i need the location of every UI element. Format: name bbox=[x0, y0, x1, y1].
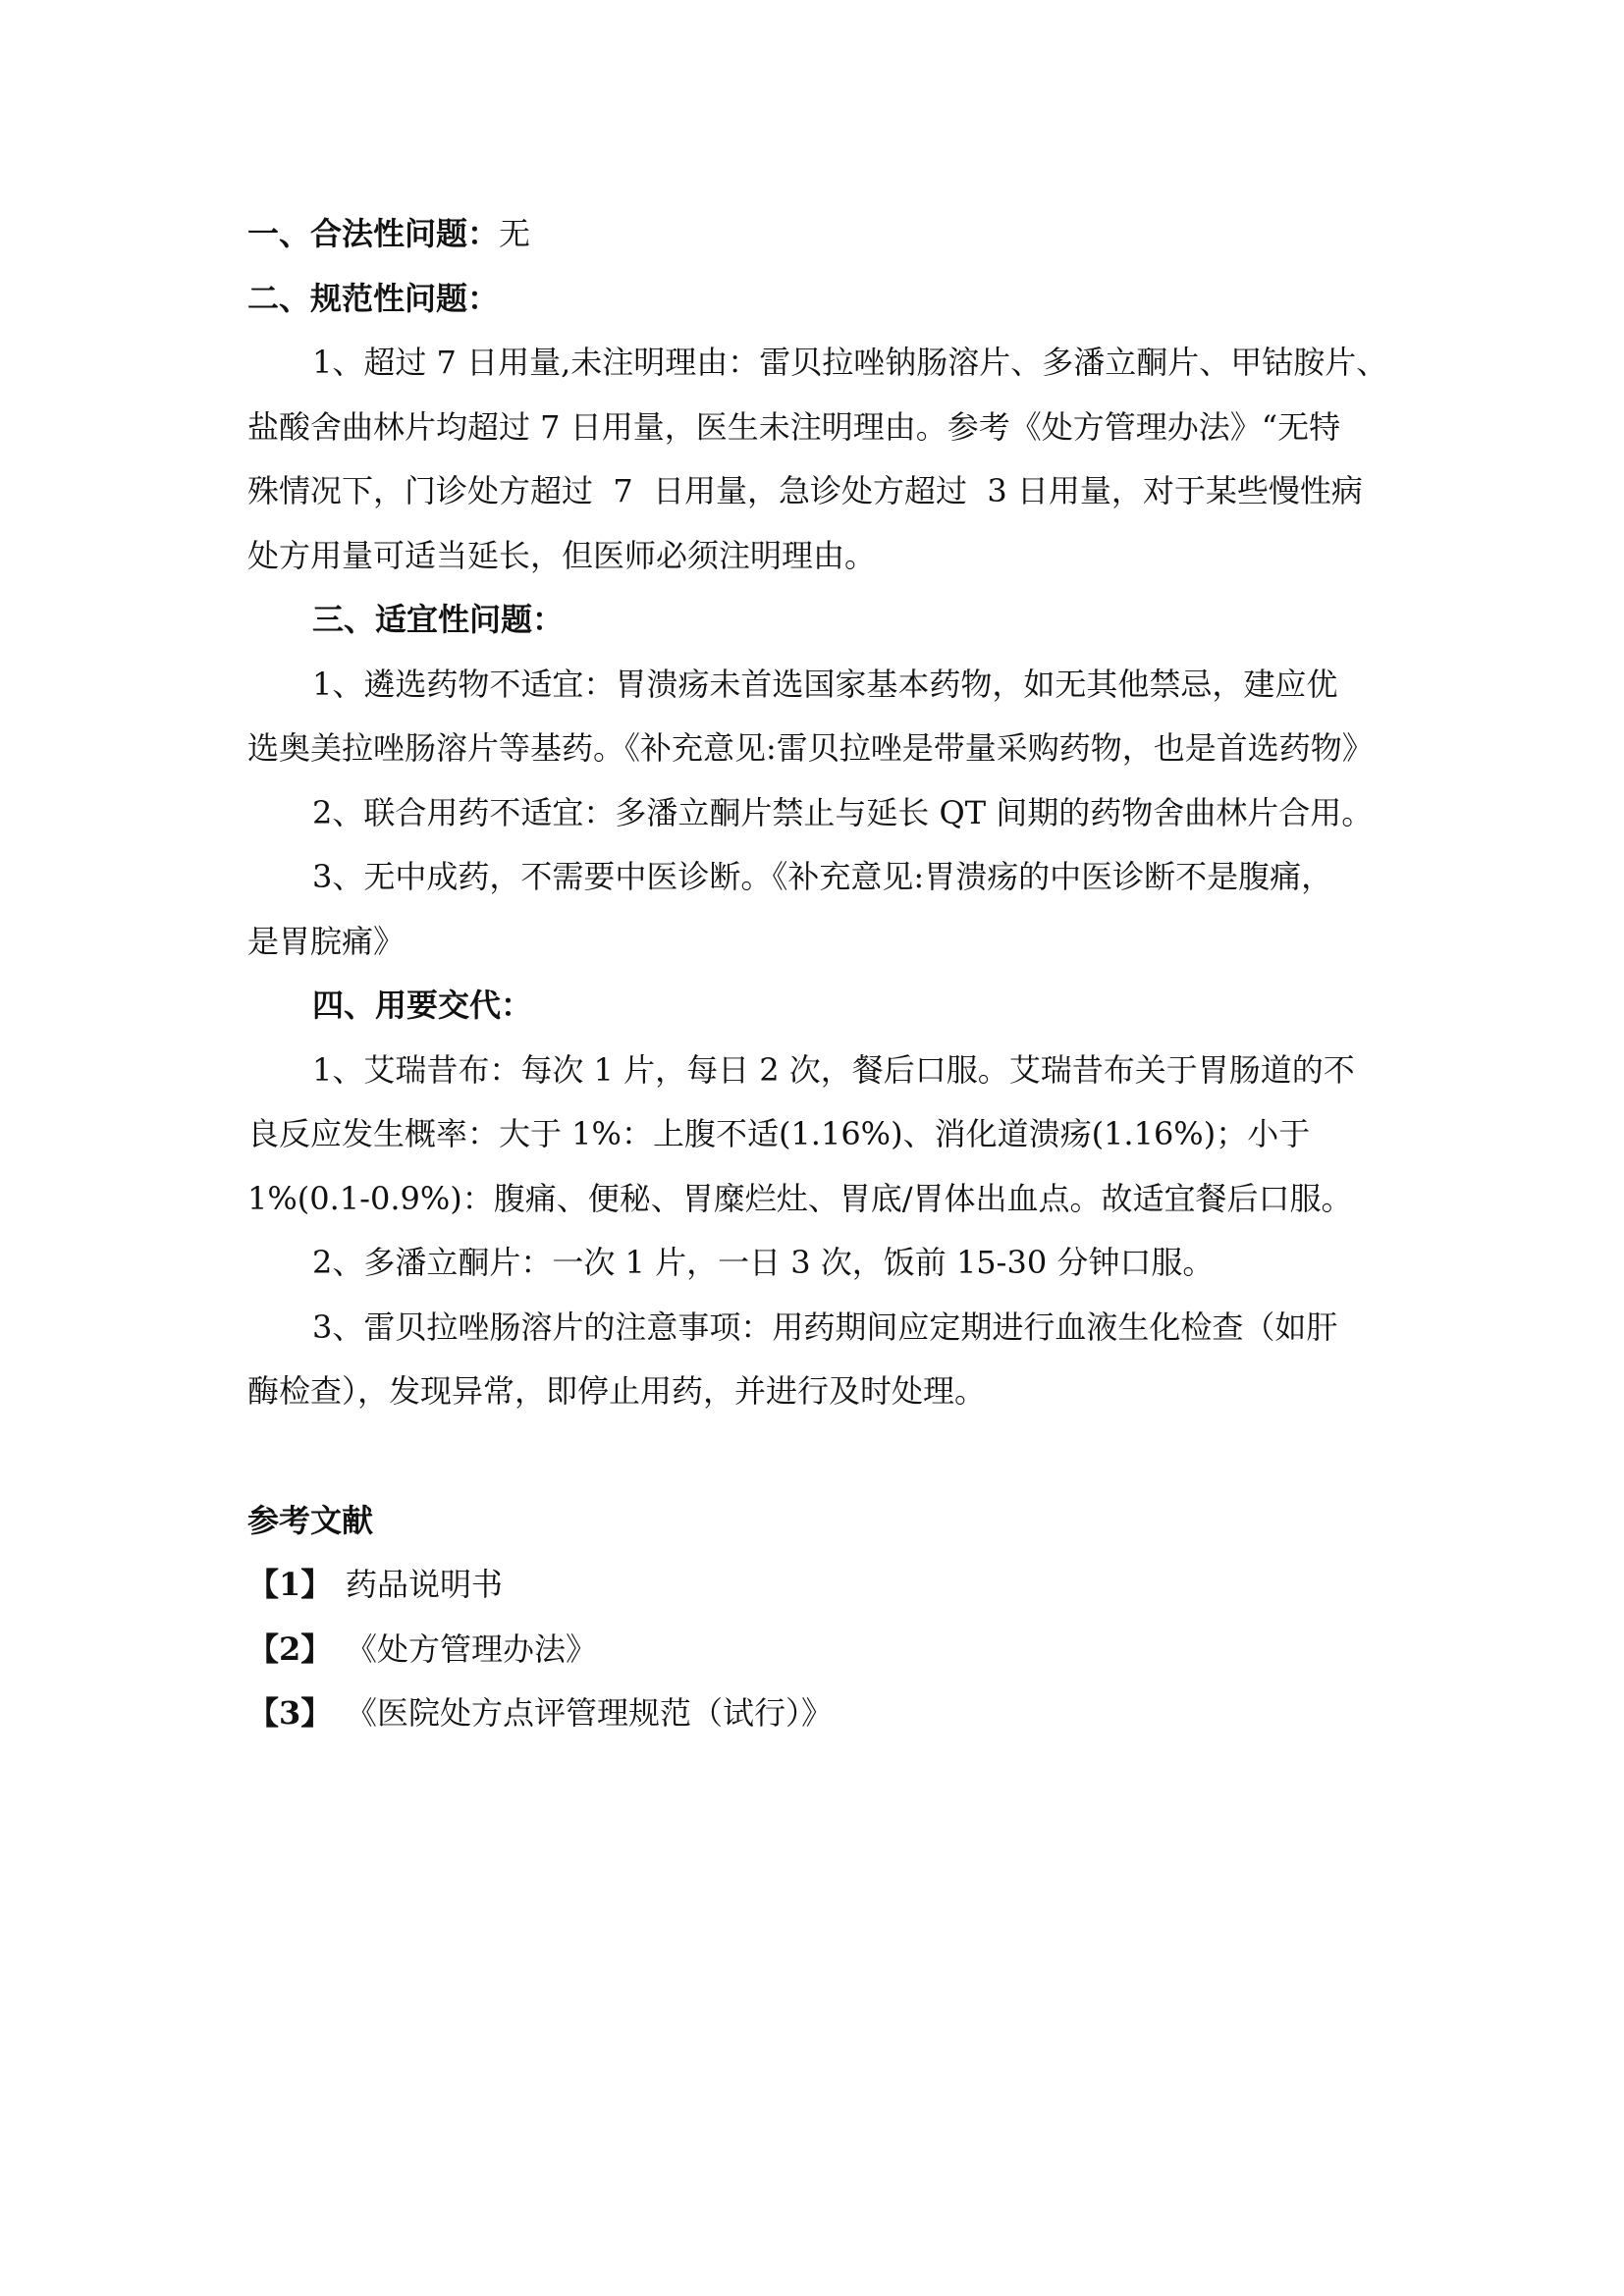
section-legality-value: 无 bbox=[499, 215, 531, 252]
spacer bbox=[247, 1424, 1386, 1489]
section-instructions-line-3: 1%(0.1-0.9%)：腹痛、便秘、胃糜烂灶、胃底/胃体出血点。故适宜餐后口服。 bbox=[247, 1179, 1353, 1217]
reference-text: 药品说明书 bbox=[346, 1566, 504, 1603]
section-suitability-line-3: 2、联合用药不适宜：多潘立酮片禁止与延长 QT 间期的药物舍曲林片合用。 bbox=[312, 793, 1374, 831]
references-title: 参考文献 bbox=[247, 1501, 374, 1539]
section-standard-heading: 二、规范性问题： bbox=[247, 279, 500, 317]
section-instructions-line-1: 1、艾瑞昔布：每次 1 片，每日 2 次，餐后口服。艾瑞昔布关于胃肠道的不 bbox=[312, 1050, 1355, 1089]
reference-marker: 【2】 bbox=[247, 1629, 333, 1668]
section-standard-line-1: 1、超过 7 日用量,未注明理由：雷贝拉唑钠肠溶片、多潘立酮片、甲钴胺片、 bbox=[312, 344, 1388, 381]
section-standard-line-2: 盐酸舍曲林片均超过 7 日用量，医生未注明理由。参考《处方管理办法》“无特 bbox=[247, 407, 1341, 446]
section-instructions-line-4: 2、多潘立酮片：一次 1 片，一日 3 次，饭前 15-30 分钟口服。 bbox=[312, 1244, 1215, 1281]
section-instructions-line-6: 酶检查），发现异常，即停止用药，并进行及时处理。 bbox=[247, 1372, 987, 1410]
section-suitability-line-5: 是胃脘痛》 bbox=[247, 922, 406, 960]
section-suitability-line-4: 3、无中成药，不需要中医诊断。《补充意见:胃溃疡的中医诊断不是腹痛， bbox=[312, 858, 1333, 895]
section-suitability-line-1: 1、遴选药物不适宜：胃溃疡未首选国家基本药物，如无其他禁忌，建应优 bbox=[312, 665, 1338, 703]
reference-text: 《处方管理办法》 bbox=[346, 1629, 598, 1668]
reference-item-1 bbox=[247, 1553, 1386, 1618]
section-suitability-heading: 三、适宜性问题： bbox=[312, 601, 565, 638]
section-legality-heading: 一、合法性问题： bbox=[247, 215, 500, 252]
section-instructions-heading: 四、用要交代： bbox=[312, 987, 533, 1024]
section-legality bbox=[247, 202, 1386, 267]
section-instructions-line-5: 3、雷贝拉唑肠溶片的注意事项：用药期间应定期进行血液生化检查（如肝 bbox=[312, 1308, 1338, 1346]
section-suitability-line-2: 选奥美拉唑肠溶片等基药。《补充意见:雷贝拉唑是带量采购药物，也是首选药物》 bbox=[247, 729, 1374, 767]
section-standard-line-4: 处方用量可适当延长，但医师必须注明理由。 bbox=[247, 536, 877, 574]
reference-marker: 【3】 bbox=[247, 1694, 333, 1732]
reference-text: 《医院处方点评管理规范（试行）》 bbox=[346, 1694, 834, 1732]
reference-item-3 bbox=[247, 1682, 1386, 1746]
document-page bbox=[247, 202, 1386, 1746]
reference-marker: 【1】 bbox=[247, 1566, 333, 1603]
reference-item-2 bbox=[247, 1618, 1386, 1682]
section-standard-line-3: 殊情况下，门诊处方超过 7 日用量，急诊处方超过 3 日用量，对于某些慢性病 bbox=[247, 472, 1363, 509]
section-instructions-line-2: 良反应发生概率：大于 1%：上腹不适(1.16%)、消化道溃疡(1.16%)；小于 bbox=[247, 1115, 1311, 1152]
